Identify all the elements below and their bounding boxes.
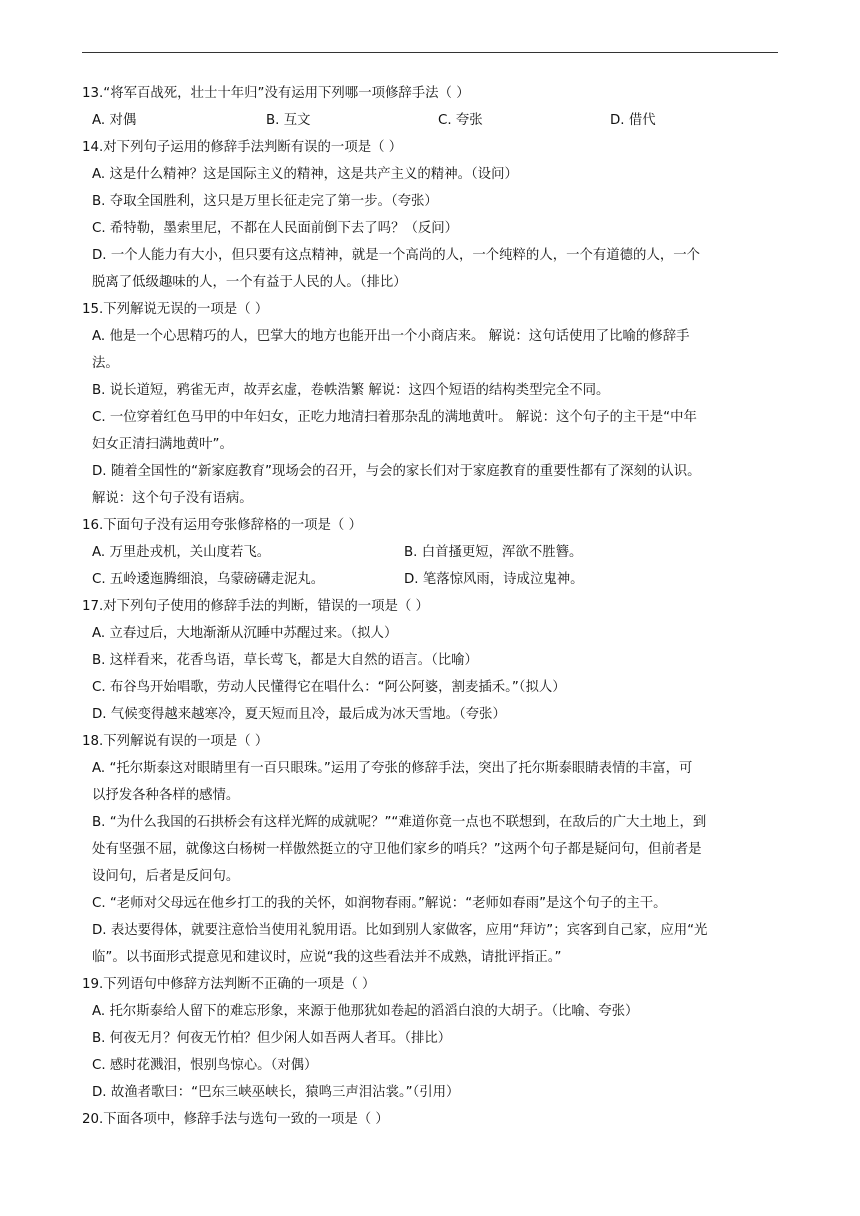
option-b[interactable]: B. 说长道短，鸦雀无声，故弄玄虚，卷帙浩繁 解说：这四个短语的结构类型完全不同。 [92, 383, 610, 398]
option-a[interactable]: A. 托尔斯泰给人留下的难忘形象，来源于他那犹如卷起的滔滔白浪的大胡子。（比喻、夸张） [92, 1004, 639, 1019]
option-c-continued[interactable]: 妇女正清扫满地黄叶”。 [92, 437, 233, 452]
option-b[interactable]: B. 何夜无月？何夜无竹柏？但少闲人如吾两人者耳。（排比） [92, 1031, 452, 1046]
question-page [82, 80, 782, 1133]
option-d[interactable]: D. 表达要得体，就要注意恰当使用礼貌用语。比如到别人家做客，应用“拜访”；宾客到自己家，应用“光 [92, 923, 708, 938]
question-20-stem: 20.下面各项中，修辞手法与选句一致的一项是（ ） [82, 1112, 389, 1127]
question-13-options [82, 107, 782, 134]
option-c[interactable]: C. 布谷鸟开始唱歌，劳动人民懂得它在唱什么：“阿公阿婆，割麦插禾。”（拟人） [92, 680, 566, 695]
option-c[interactable]: C. 感时花溅泪，恨别鸟惊心。（对偶） [92, 1058, 318, 1073]
question-16-options-row-1 [82, 539, 782, 566]
question-13-stem: 13.“将军百战死，壮士十年归”没有运用下列哪一项修辞手法（ ） [82, 86, 470, 101]
question-18-stem: 18.下列解说有误的一项是（ ） [82, 734, 269, 749]
option-c[interactable]: C. 五岭逶迤腾细浪，乌蒙磅礴走泥丸。 [92, 572, 325, 587]
question-15-stem: 15.下列解说无误的一项是（ ） [82, 302, 269, 317]
option-d[interactable]: D. 借代 [610, 113, 656, 128]
option-a[interactable]: A. “托尔斯泰这对眼睛里有一百只眼珠。”运用了夸张的修辞手法，突出了托尔斯泰眼睛表情的丰富，可 [92, 761, 693, 776]
question-17-stem: 17.对下列句子使用的修辞手法的判断，错误的一项是（ ） [82, 599, 429, 614]
question-16-stem: 16.下面句子没有运用夸张修辞格的一项是（ ） [82, 518, 362, 533]
option-c[interactable]: C. “老师对父母远在他乡打工的我的关怀，如润物春雨。”解说：“老师如春雨”是这个句子的主干。 [92, 896, 667, 911]
option-c[interactable]: C. 一位穿着红色马甲的中年妇女，正吃力地清扫着那杂乱的满地黄叶。 解说：这个句子的主干是“中年 [92, 410, 697, 425]
option-d[interactable]: D. 故渔者歌曰：“巴东三峡巫峡长，猿鸣三声泪沾裳。”（引用） [92, 1085, 460, 1100]
option-d[interactable]: D. 气候变得越来越寒冷，夏天短而且冷，最后成为冰天雪地。（夸张） [92, 707, 506, 722]
option-a[interactable]: A. 对偶 [92, 113, 137, 128]
question-14-stem: 14.对下列句子运用的修辞手法判断有误的一项是（ ） [82, 140, 403, 155]
option-c[interactable]: C. 夸张 [438, 113, 483, 128]
option-b-continued-2[interactable]: 设问句，后者是反问句。 [92, 869, 240, 884]
option-d-continued[interactable]: 临”。以书面形式提意见和建议时，应说“我的这些看法并不成熟，请批评指正。” [92, 950, 562, 965]
option-c[interactable]: C. 希特勒，墨索里尼，不都在人民面前倒下去了吗？（反问） [92, 221, 459, 236]
option-a[interactable]: A. 万里赴戎机，关山度若飞。 [92, 545, 271, 560]
question-19-stem: 19.下列语句中修辞方法判断不正确的一项是（ ） [82, 977, 376, 992]
option-d[interactable]: D. 一个人能力有大小，但只要有这点精神，就是一个高尚的人，一个纯粹的人，一个有道德的人，一个 [92, 248, 701, 263]
option-d[interactable]: D. 随着全国性的“新家庭教育”现场会的召开，与会的家长们对于家庭教育的重要性都有了深刻的认识。 [92, 464, 701, 479]
option-d-continued[interactable]: 解说：这个句子没有语病。 [92, 491, 253, 506]
option-a-continued[interactable]: 法。 [92, 356, 119, 371]
option-b[interactable]: B. 夺取全国胜利，这只是万里长征走完了第一步。（夸张） [92, 194, 438, 209]
option-b[interactable]: B. 白首搔更短，浑欲不胜簪。 [404, 545, 583, 560]
option-a[interactable]: A. 立春过后，大地渐渐从沉睡中苏醒过来。（拟人） [92, 626, 398, 641]
option-b[interactable]: B. 互文 [266, 113, 311, 128]
option-d-continued[interactable]: 脱离了低级趣味的人，一个有益于人民的人。（排比） [92, 275, 407, 290]
option-b-continued[interactable]: 处有坚强不屈，就像这白杨树一样傲然挺立的守卫他们家乡的哨兵？”这两个句子都是疑问句，但前者是 [92, 842, 702, 857]
option-a-continued[interactable]: 以抒发各种各样的感情。 [92, 788, 240, 803]
question-16-options-row-2 [82, 566, 782, 593]
option-d[interactable]: D. 笔落惊风雨，诗成泣鬼神。 [404, 572, 584, 587]
option-b[interactable]: B. “为什么我国的石拱桥会有这样光辉的成就呢？”“难道你竟一点也不联想到，在敌后的广大土地上，到 [92, 815, 707, 830]
option-b[interactable]: B. 这样看来，花香鸟语，草长莺飞，都是大自然的语言。（比喻） [92, 653, 478, 668]
option-a[interactable]: A. 这是什么精神？这是国际主义的精神，这是共产主义的精神。（设问） [92, 167, 518, 182]
option-a[interactable]: A. 他是一个心思精巧的人，巴掌大的地方也能开出一个小商店来。 解说：这句话使用了比喻的修辞手 [92, 329, 690, 344]
header-rule [82, 52, 778, 53]
